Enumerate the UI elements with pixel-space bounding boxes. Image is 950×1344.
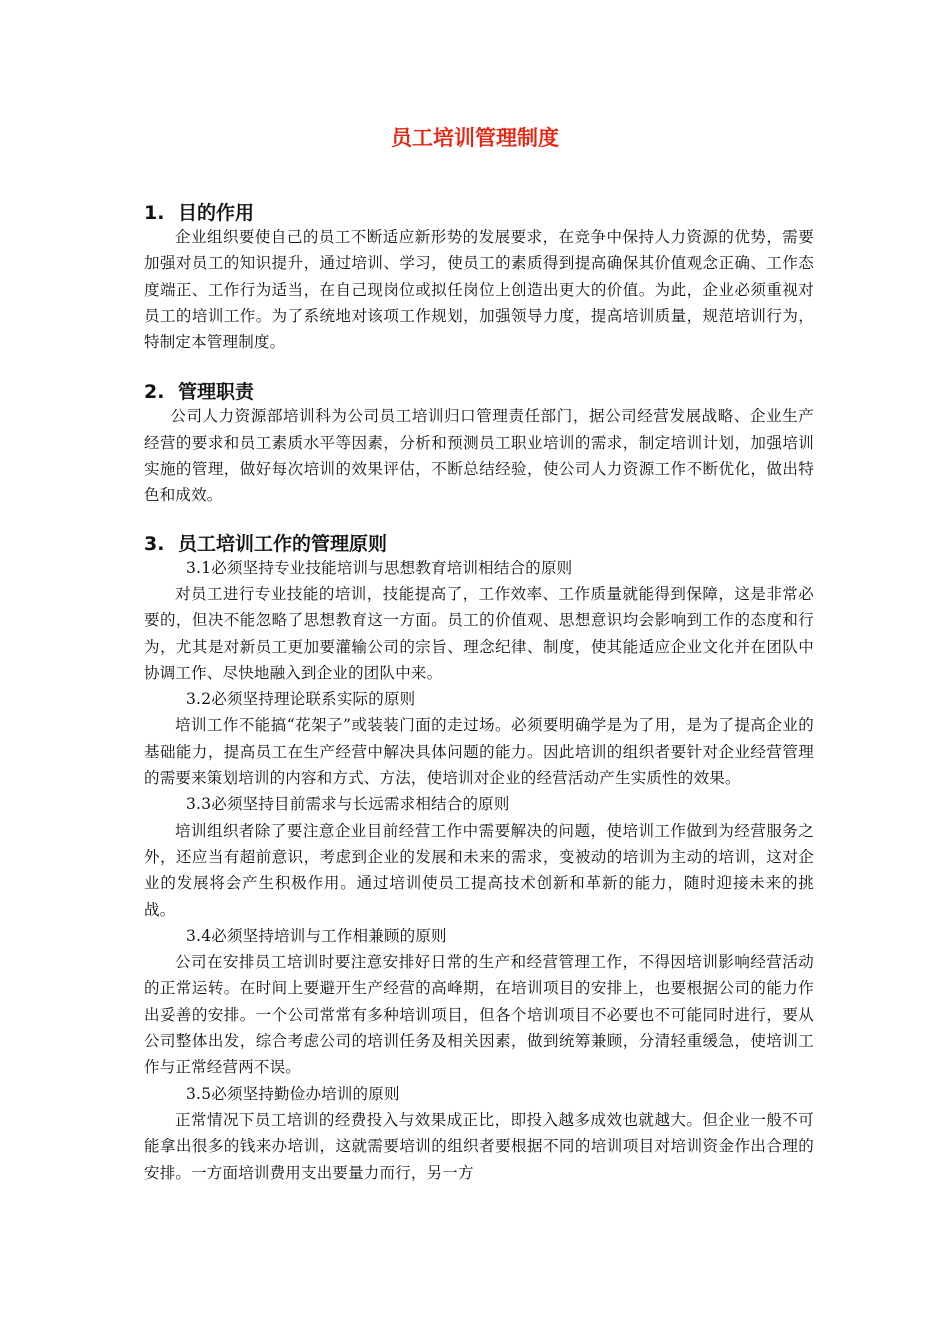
document-body — [144, 196, 814, 1186]
section-number: 2. — [144, 381, 165, 404]
section-paragraph: 企业组织要使自己的员工不断适应新形势的发展要求，在竞争中保持人力资源的优势，需要加强对员工的知识提升，通过培训、学习，使员工的素质得到提高确保其价值观念正确、工作态度端正、工作行为适当，在自己现岗位或拟任岗位上创造出更大的价值。为此，企业必须重视对员工的培训工作。为了系统地对该项工作规划，加强领导力度，提高培训质量，规范培训行为，特制定本管理制度。 — [144, 228, 814, 352]
section-number: 1. — [144, 202, 165, 224]
section-title: 员工培训工作的管理原则 — [178, 532, 388, 555]
subsection-title: 3.4必须坚持培训与工作相兼顾的原则 — [186, 926, 447, 945]
subsection-title: 3.5必须坚持勤俭办培训的原则 — [186, 1084, 400, 1103]
subsection-title: 3.2必须坚持理论联系实际的原则 — [186, 690, 416, 709]
section-title: 目的作用 — [178, 202, 255, 224]
section-paragraph: 公司人力资源部培训科为公司员工培训归口管理责任部门，据公司经营发展战略、企业生产经营的要求和员工素质水平等因素，分析和预测员工职业培训的需求，制定培训计划，加强培训实施的管理，做好每次培训的效果评估，不断总结经验，使公司人力资源工作不断优化，做出特色和成效。 — [144, 407, 814, 505]
section-title: 管理职责 — [178, 381, 255, 404]
subsection-title: 3.1必须坚持专业技能培训与思想教育培训相结合的原则 — [186, 558, 573, 577]
section-number: 3. — [144, 532, 165, 555]
subsection-paragraph: 培训组织者除了要注意企业目前经营工作中需要解决的问题，使培训工作做到为经营服务之外，还应当有超前意识，考虑到企业的发展和未来的需求，变被动的培训为主动的培训，这对企业的发展将会产生积极作用。通过培训使员工提高技术创新和革新的能力，随时迎接未来的挑战。 — [144, 821, 814, 919]
subsection-paragraph: 对员工进行专业技能的培训，技能提高了，工作效率、工作质量就能得到保障，这是非常必要的，但决不能忽略了思想教育这一方面。员工的价值观、思想意识均会影响到工作的态度和行为，尤其是对新员工更加要灌输公司的宗旨、理念纪律、制度，使其能适应企业文化并在团队中协调工作、尽快地融入到企业的团队中来。 — [144, 584, 814, 682]
subsection-paragraph: 培训工作不能搞“花架子”或装装门面的走过场。必须要明确学是为了用，是为了提高企业的基础能力，提高员工在生产经营中解决具体问题的能力。因此培训的组织者要针对企业经营管理的需要来策划培训的内容和方式、方法，使培训对企业的经营活动产生实质性的效果。 — [144, 716, 814, 788]
subsection-paragraph: 正常情况下员工培训的经费投入与效果成正比，即投入越多成效也就越大。但企业一般不可能拿出很多的钱来办培训，这就需要培训的组织者要根据不同的培训项目对培训资金作出合理的安排。一方面培训费用支出要量力而行，另一方 — [144, 1110, 814, 1182]
document-title: 员工培训管理制度 — [391, 126, 559, 150]
subsection-paragraph: 公司在安排员工培训时要注意安排好日常的生产和经营管理工作，不得因培训影响经营活动的正常运转。在时间上要避开生产经营的高峰期，在培训项目的安排上，也要根据公司的能力作出妥善的安排。一个公司常常有多种培训项目，但各个培训项目不必要也不可能同时进行，要从公司整体出发，综合考虑公司的培训任务及相关因素，做到统筹兼顾，分清轻重缓急，使培训工作与正常经营两不误。 — [144, 953, 814, 1077]
subsection-title: 3.3必须坚持目前需求与长远需求相结合的原则 — [186, 795, 510, 814]
